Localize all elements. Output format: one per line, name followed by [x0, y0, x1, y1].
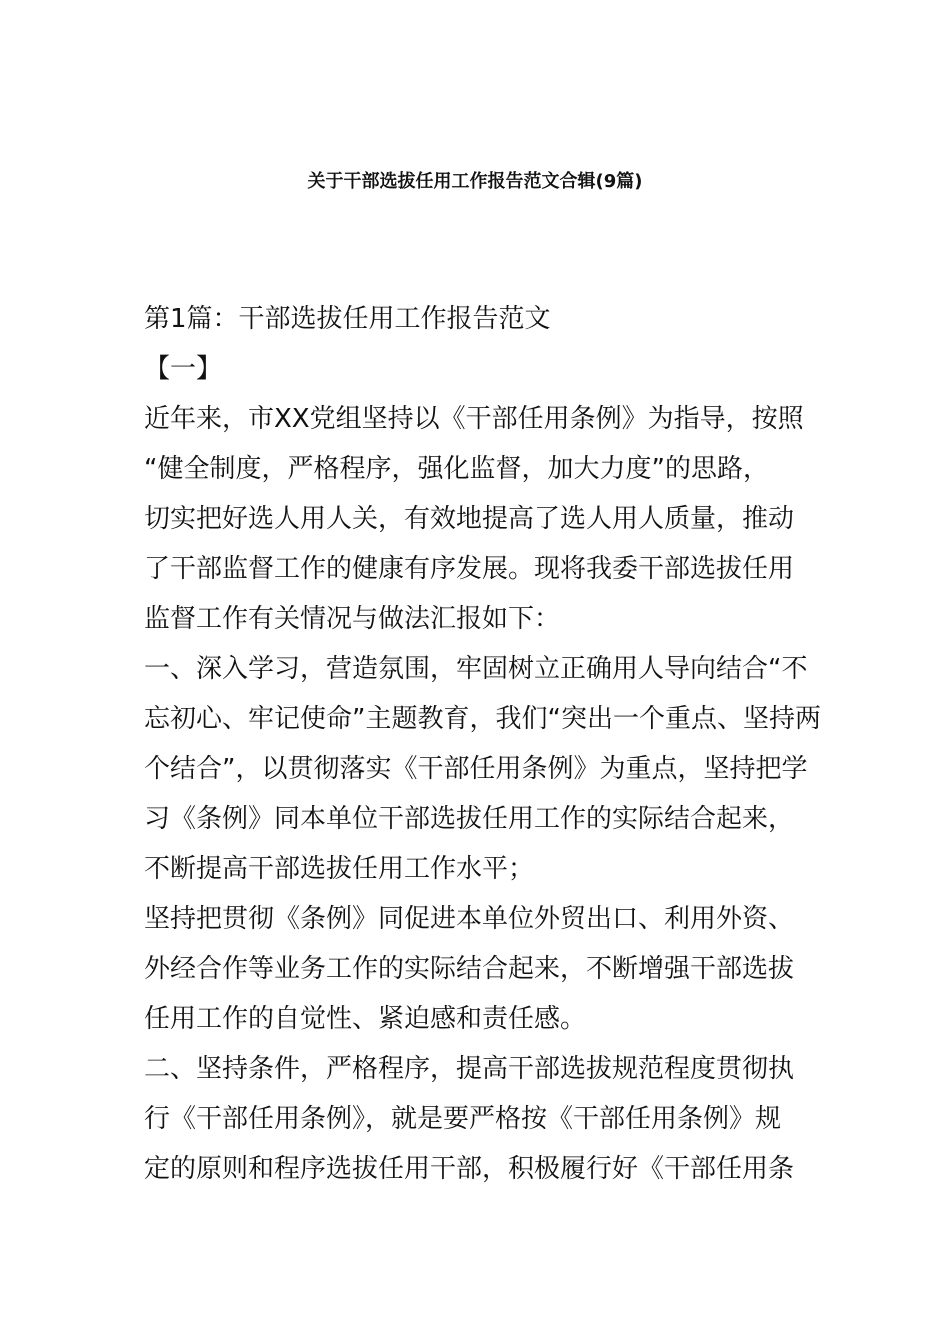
- body-line: “健全制度，严格程序，强化监督，加大力度”的思路，: [144, 454, 769, 484]
- section-heading: 第1篇：干部选拔任用工作报告范文: [144, 304, 551, 334]
- body-line: 坚持把贯彻《条例》同促进本单位外贸出口、利用外资、: [144, 904, 795, 934]
- body-line: 定的原则和程序选拔任用干部，积极履行好《干部任用条: [144, 1154, 795, 1184]
- body-line: 一、深入学习，营造氛围，牢固树立正确用人导向结合“不: [144, 654, 808, 684]
- body-line: 任用工作的自觉性、紧迫感和责任感。: [144, 1004, 587, 1034]
- body-line: 行《干部任用条例》，就是要严格按《干部任用条例》规: [144, 1104, 782, 1134]
- body-line: 近年来，市XX党组坚持以《干部任用条例》为指导，按照: [144, 404, 804, 434]
- body-line: 个结合”，以贯彻落实《干部任用条例》为重点，坚持把学: [144, 754, 808, 784]
- document-title: 关于干部选拔任用工作报告范文合辑(9篇): [307, 171, 643, 192]
- body-line: 外经合作等业务工作的实际结合起来，不断增强干部选拔: [144, 954, 795, 984]
- part-marker: 【一】: [144, 354, 223, 384]
- body-line: 忘初心、牢记使命”主题教育，我们“突出一个重点、坚持两: [144, 704, 821, 734]
- body-line: 切实把好选人用人关，有效地提高了选人用人质量，推动: [144, 504, 795, 534]
- body-line: 不断提高干部选拔任用工作水平；: [144, 854, 535, 884]
- body-line: 了干部监督工作的健康有序发展。现将我委干部选拔任用: [144, 554, 795, 584]
- body-line: 监督工作有关情况与做法汇报如下：: [144, 604, 561, 634]
- body-line: 习《条例》同本单位干部选拔任用工作的实际结合起来，: [144, 804, 795, 834]
- body-line: 二、坚持条件，严格程序，提高干部选拔规范程度贯彻执: [144, 1054, 795, 1084]
